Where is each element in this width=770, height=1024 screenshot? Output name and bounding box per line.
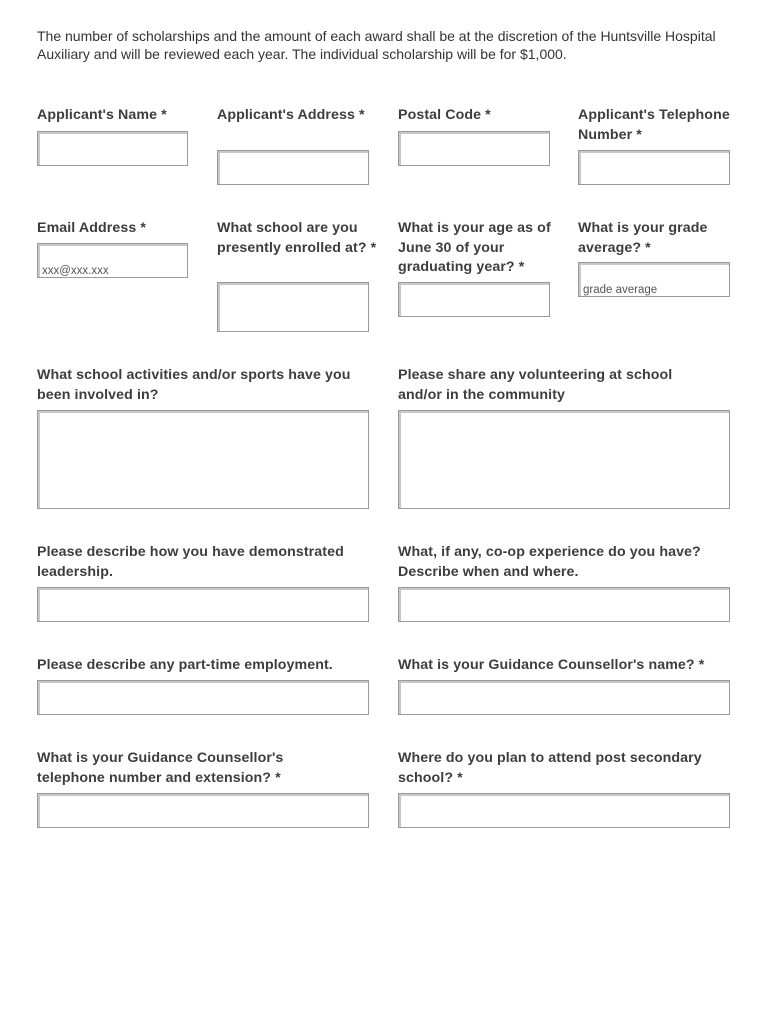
volunteering-textarea[interactable] <box>398 410 730 509</box>
counsellor-name-label: What is your Guidance Counsellor's name? * <box>398 657 705 673</box>
leadership-label: Please describe how you have demonstrated leadership. <box>37 544 344 580</box>
email-label: Email Address * <box>37 220 147 236</box>
coop-input[interactable] <box>398 587 730 622</box>
post-secondary-input[interactable] <box>398 793 730 828</box>
email-value: xxx@xxx.xxx <box>42 265 109 277</box>
grade-value: grade average <box>583 284 658 296</box>
applicant-name-label: Applicant's Name * <box>37 107 167 123</box>
activities-label: What school activities and/or sports have you been involved in? <box>37 367 351 403</box>
post-secondary-label: Where do you plan to attend post secondary school? * <box>398 750 702 786</box>
email-input[interactable] <box>37 243 188 278</box>
postal-code-label: Postal Code * <box>398 107 491 123</box>
applicant-address-input[interactable] <box>217 150 369 185</box>
counsellor-phone-input[interactable] <box>37 793 369 828</box>
counsellor-phone-label: What is your Guidance Counsellor's telephone number and extension? * <box>37 750 284 786</box>
grade-label: What is your grade average? * <box>578 220 708 256</box>
telephone-input[interactable] <box>578 150 730 185</box>
intro-text: The number of scholarships and the amount of each award shall be at the discretion of the Huntsville Hospital Auxiliary and will be reviewed each year. The individual scholarship will be for $1,000. <box>37 28 716 62</box>
grade-input[interactable] <box>578 262 730 297</box>
applicant-name-input[interactable] <box>37 131 188 166</box>
employment-input[interactable] <box>37 680 369 715</box>
counsellor-name-input[interactable] <box>398 680 730 715</box>
coop-label: What, if any, co-op experience do you have? Describe when and where. <box>398 544 701 580</box>
employment-label: Please describe any part-time employment. <box>37 657 333 673</box>
applicant-address-label: Applicant's Address * <box>217 107 365 123</box>
volunteering-label: Please share any volunteering at school and/or in the community <box>398 367 673 403</box>
age-label: What is your age as of June 30 of your graduating year? * <box>398 220 551 275</box>
telephone-label: Applicant's Telephone Number * <box>578 107 730 143</box>
school-label: What school are you presently enrolled at? * <box>217 220 377 256</box>
leadership-input[interactable] <box>37 587 369 622</box>
school-input[interactable] <box>217 282 369 332</box>
age-input[interactable] <box>398 282 550 317</box>
activities-textarea[interactable] <box>37 410 369 509</box>
postal-code-input[interactable] <box>398 131 550 166</box>
